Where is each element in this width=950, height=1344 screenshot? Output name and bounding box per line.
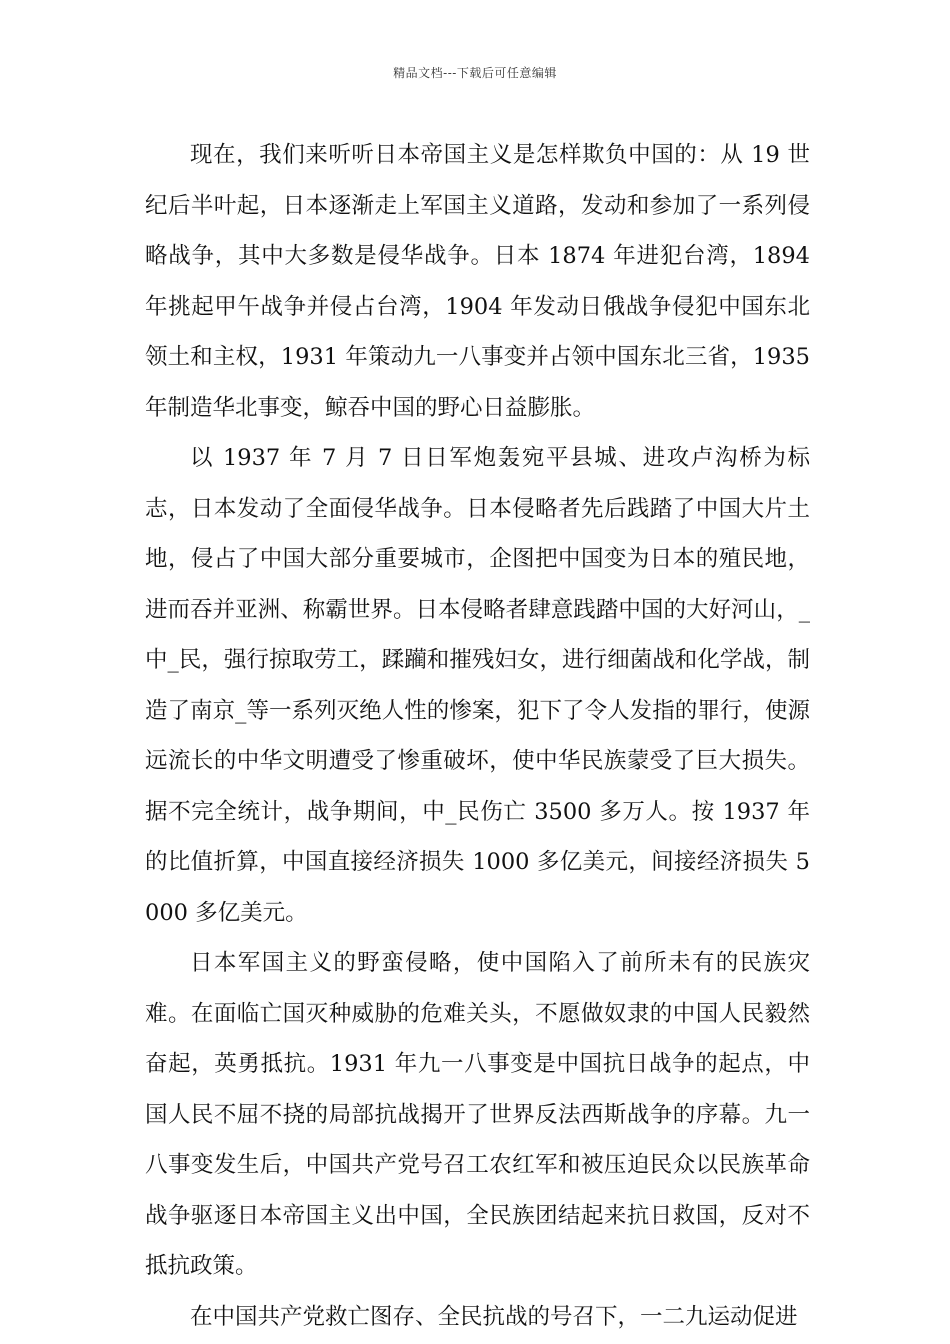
paragraph-2: 以 1937 年 7 月 7 日日军炮轰宛平县城、进攻卢沟桥为标志，日本发动了全面侵华战争。日本侵略者先后践踏了中国大片土地，侵占了中国大部分重要城市，企图把中国变为日本的殖民地，进而吞并亚洲、称霸世界。日本侵略者肆意践踏中国的大好河山，_中_民，强行掠取劳工，蹂躏和摧残妇女，进行细菌战和化学战，制造了南京_等一系列灭绝人性的惨案，犯下了令人发指的罪行，使源远流长的中华文明遭受了惨重破坏，使中华民族蒙受了巨大损失。据不完全统计，战争期间，中_民伤亡 3500 多万人。按 1937 年的比值折算，中国直接经济损失 1000 多亿美元，间接经济损失 5000 多亿美元。 [145, 445, 810, 926]
document-body [145, 130, 810, 1342]
paragraph-4: 在中国共产党救亡图存、全民抗战的号召下，一二九运动促进 [190, 1303, 798, 1330]
paragraph-1: 现在，我们来听听日本帝国主义是怎样欺负中国的：从 19 世纪后半叶起，日本逐渐走上军国主义道路，发动和参加了一系列侵略战争，其中大多数是侵华战争。日本 1874 年进犯台湾，1894 年挑起甲午战争并侵占台湾，1904 年发动日俄战争侵犯中国东北领土和主权，1931 年策动九一八事变并占领中国东北三省，1935 年制造华北事变，鲸吞中国的野心日益膨胀。 [145, 142, 810, 421]
paragraph-3: 日本军国主义的野蛮侵略，使中国陷入了前所未有的民族灾难。在面临亡国灭种威胁的危难关头，不愿做奴隶的中国人民毅然奋起，英勇抵抗。1931 年九一八事变是中国抗日战争的起点，中国人民不屈不挠的局部抗战揭开了世界反法西斯战争的序幕。九一八事变发生后，中国共产党号召工农红军和被压迫民众以民族革命战争驱逐日本帝国主义出中国，全民族团结起来抗日救国，反对不抵抗政策。 [145, 950, 810, 1279]
page-header: 精品文档---下载后可任意编辑 [393, 66, 557, 80]
